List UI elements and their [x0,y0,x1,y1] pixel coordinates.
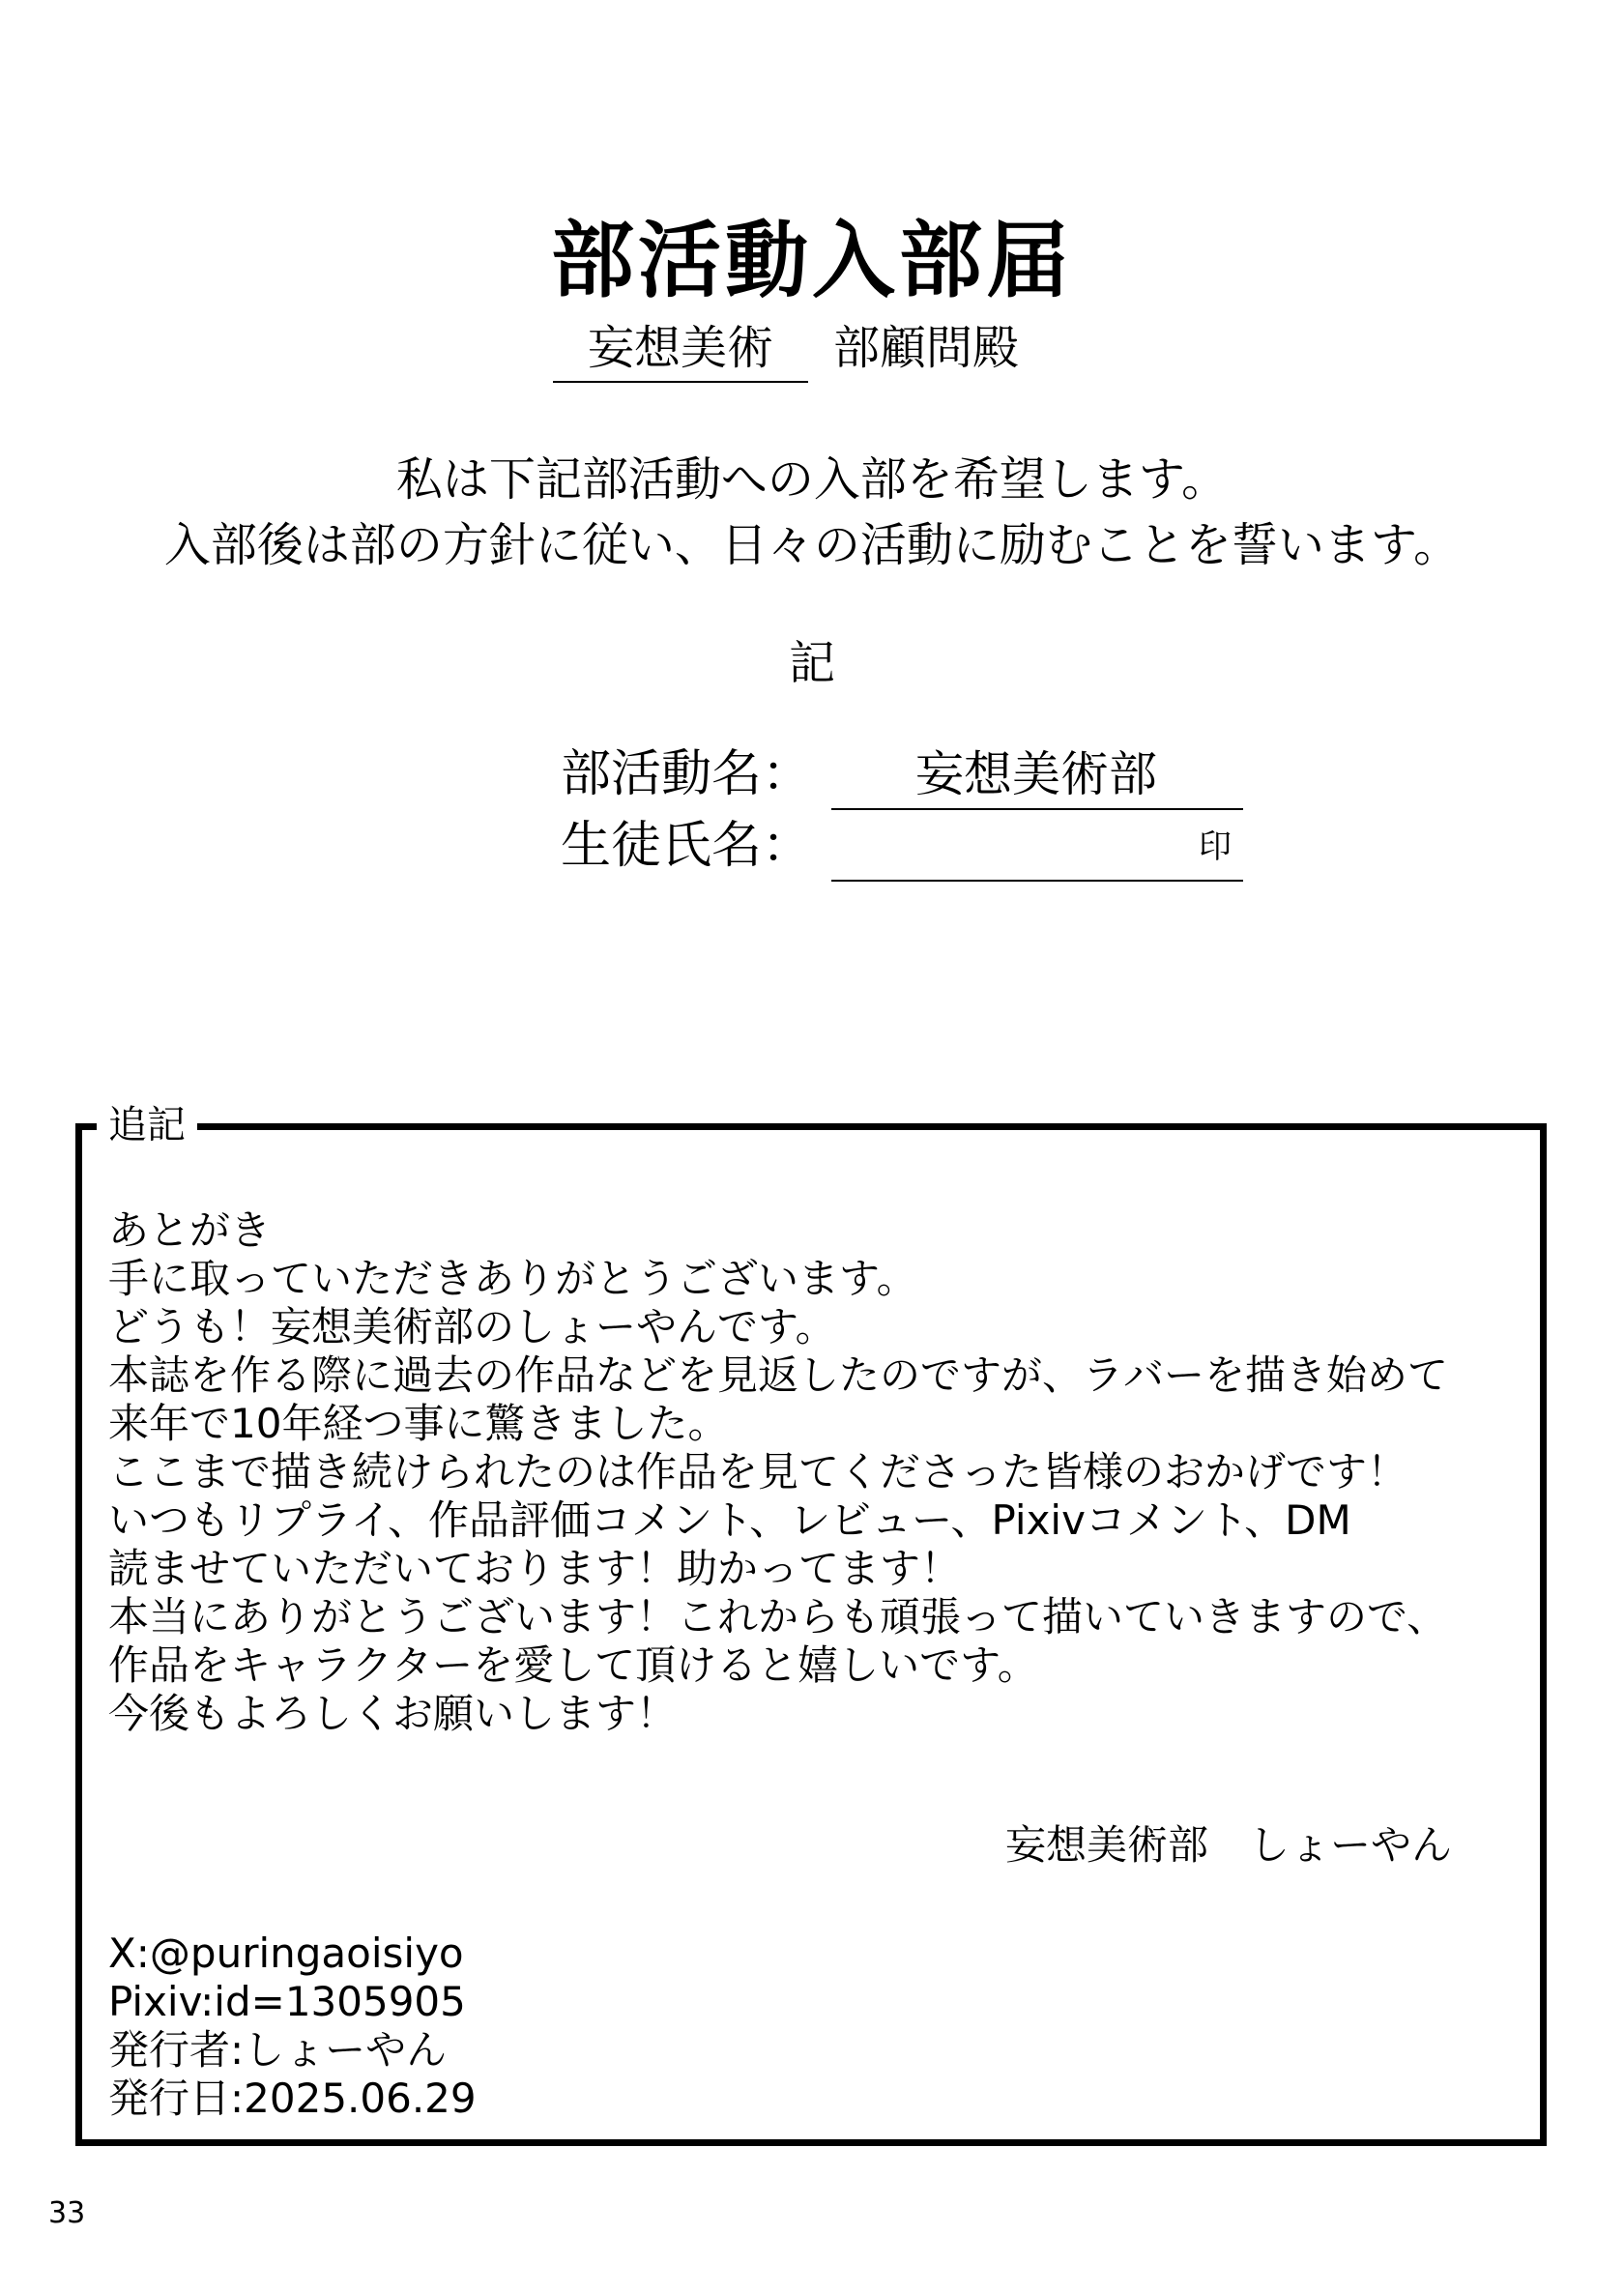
declaration-line-1: 私は下記部活動への入部を希望します。 [395,452,1229,507]
afterword-line: 来年で10年経つ事に驚きました。 [108,1400,729,1447]
seal-mark: 印 [1199,827,1232,866]
afterword-line: 手に取っていただきありがとうございます。 [108,1255,917,1302]
afterword-line: 読ませていただいております！助かってます！ [108,1545,962,1592]
afterword-text [108,1206,1500,1738]
credits [108,1930,477,2123]
afterword-line: あとがき [108,1206,272,1254]
addressee-underline [553,381,808,383]
afterword-line: 本誌を作る際に過去の作品などを見返したのですが、ラバーを描き始めて [108,1351,1449,1399]
addressee-suffix: 部顧問殿 [833,321,1020,375]
pixiv-id: Pixiv:id=1305905 [108,1978,466,2025]
page-title: 部活動入部届 [551,213,1073,309]
publisher: 発行者:しょーやん [108,2026,448,2074]
declaration-line-2: 入部後は部の方針に従い、日々の活動に励むことを誓います。 [163,518,1461,572]
ki-heading: 記 [788,636,835,690]
afterword-line: いつもリプライ、作品評価コメント、レビュー、Pixivコメント、DM [108,1496,1351,1544]
afterword-line: 今後もよろしくお願いします！ [108,1690,678,1737]
postscript-label: 追記 [97,1100,197,1150]
afterword-line: 作品をキャラクターを愛して頂けると嬉しいです。 [108,1641,1038,1689]
publish-date: 発行日:2025.06.29 [108,2075,477,2122]
club-name-value: 妄想美術部 [915,746,1157,802]
afterword-line: どうも！妄想美術部のしょーやんです。 [108,1303,836,1350]
student-name-label: 生徒氏名： [561,817,813,875]
addressee [0,319,1624,377]
addressee-club: 妄想美術 [587,321,773,375]
x-handle: X:@puringaoisiyo [108,1930,464,1977]
club-name-label: 部活動名： [561,745,813,803]
student-name-underline [831,880,1243,882]
club-name-underline [831,808,1243,810]
afterword-line: ここまで描き続けられたのは作品を見てくださった皆様のおかげです！ [108,1448,1408,1495]
author-signature: 妄想美術部 しょーやん [1005,1821,1453,1869]
page-number: 33 [48,2196,86,2230]
afterword-line: 本当にありがとうございます！これからも頑張って描いていきますので、 [108,1593,1448,1640]
